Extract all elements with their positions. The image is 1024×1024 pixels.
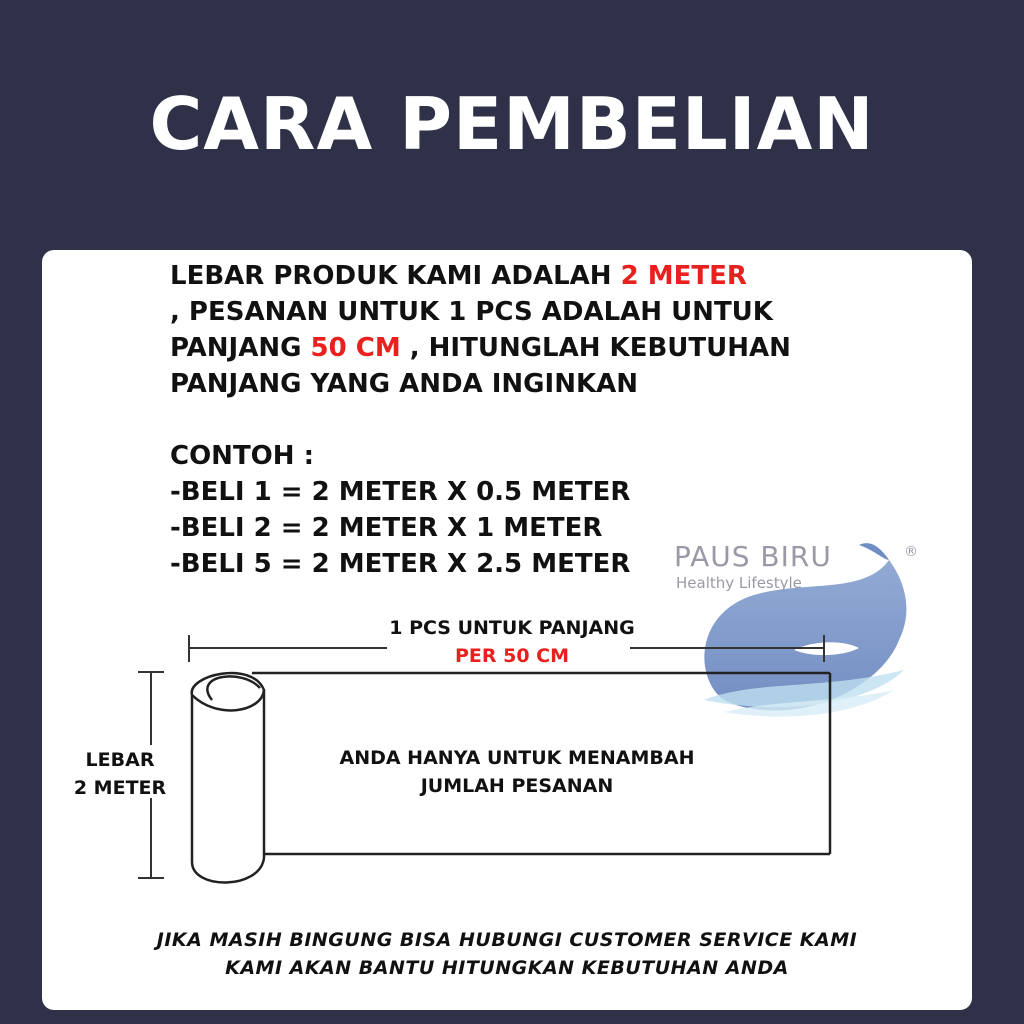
footer-line-1: JIKA MASIH BINGUNG BISA HUBUNGI CUSTOMER SERVICE KAMI (156, 929, 858, 951)
instruction-line-2: , PESANAN UNTUK 1 PCS ADALAH UNTUK (170, 297, 773, 327)
footer-line-2: KAMI AKAN BANTU HITUNGKAN KEBUTUHAN ANDA (225, 957, 789, 979)
brand-name: PAUS BIRU (674, 540, 832, 573)
instruction-line-4: PANJANG YANG ANDA INGINKAN (170, 369, 638, 399)
example-title: CONTOH : (170, 441, 314, 471)
line3-text-b: , HITUNGLAH KEBUTUHAN (400, 333, 791, 363)
center-note (282, 744, 752, 800)
length-label (342, 614, 682, 670)
center-note-line-1: ANDA HANYA UNTUK MENAMBAH (339, 747, 695, 769)
line1-text: LEBAR PRODUK KAMI ADALAH (170, 261, 621, 291)
brand-tagline: Healthy Lifestyle (676, 574, 802, 592)
instruction-card (42, 250, 972, 1010)
center-note-line-2: JUMLAH PESANAN (420, 775, 614, 797)
example-item: -BELI 2 = 2 METER X 1 METER (170, 513, 603, 543)
line3-text-a: PANJANG (170, 333, 311, 363)
length-highlight: 50 CM (310, 333, 401, 363)
length-label-text: 1 PCS UNTUK PANJANG (389, 617, 635, 639)
example-item: -BELI 5 = 2 METER X 2.5 METER (170, 549, 631, 579)
registered-mark: ® (904, 544, 918, 560)
length-value: PER 50 CM (454, 645, 570, 667)
page-title: CARA PEMBELIAN (149, 82, 875, 166)
width-highlight: 2 METER (620, 261, 747, 291)
footer-note (42, 926, 972, 982)
width-value: 2 METER (73, 777, 167, 799)
width-label-text: LEBAR (85, 749, 155, 771)
example-item: -BELI 1 = 2 METER X 0.5 METER (170, 477, 631, 507)
width-label (60, 746, 180, 802)
